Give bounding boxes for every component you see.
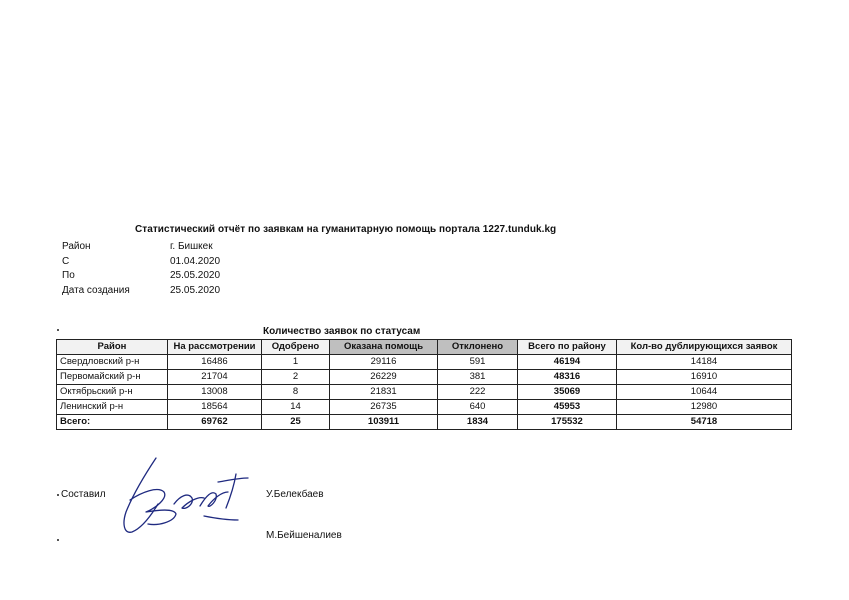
header-total-district: Всего по району (518, 340, 617, 355)
header-helped: Оказана помощь (330, 340, 438, 355)
cell-total-district: 35069 (518, 385, 617, 400)
cell-duplicates: 12980 (617, 400, 792, 415)
cell-under-review: 16486 (168, 355, 262, 370)
meta-value-created: 25.05.2020 (170, 285, 221, 296)
table-row (57, 400, 792, 415)
meta-label-to: По (62, 270, 75, 281)
meta-value-to: 25.05.2020 (170, 270, 221, 281)
meta-label-created: Дата создания (62, 285, 130, 296)
cell-helped: 26229 (330, 370, 438, 385)
cell-duplicates: 14184 (617, 355, 792, 370)
cell-rejected: 222 (438, 385, 518, 400)
compiled-by-label: Составил (61, 489, 106, 500)
cell-helped: 29116 (330, 355, 438, 370)
cell-helped: 26735 (330, 400, 438, 415)
total-approved: 25 (262, 415, 330, 430)
report-title: Статистический отчёт по заявкам на гуманитарную помощь портала 1227.tunduk.kg (135, 224, 557, 235)
meta-value-district: г. Бишкек (170, 241, 213, 252)
total-rejected: 1834 (438, 415, 518, 430)
cell-approved: 2 (262, 370, 330, 385)
cell-under-review: 18564 (168, 400, 262, 415)
scan-mark (57, 329, 59, 331)
header-rejected: Отклонено (438, 340, 518, 355)
cell-under-review: 21704 (168, 370, 262, 385)
cell-district: Октябрьский р-н (57, 385, 168, 400)
meta-label-from: С (62, 256, 70, 267)
signatory-name-2: М.Бейшеналиев (266, 530, 342, 541)
scan-mark (57, 539, 59, 541)
cell-approved: 1 (262, 355, 330, 370)
cell-rejected: 640 (438, 400, 518, 415)
cell-helped: 21831 (330, 385, 438, 400)
table-row (57, 370, 792, 385)
cell-rejected: 381 (438, 370, 518, 385)
cell-total-district: 45953 (518, 400, 617, 415)
total-duplicates: 54718 (617, 415, 792, 430)
scan-mark (57, 494, 59, 496)
total-helped: 103911 (330, 415, 438, 430)
cell-duplicates: 10644 (617, 385, 792, 400)
cell-approved: 14 (262, 400, 330, 415)
cell-district: Свердловский р-н (57, 355, 168, 370)
cell-duplicates: 16910 (617, 370, 792, 385)
table-total-row (57, 415, 792, 430)
header-approved: Одобрено (262, 340, 330, 355)
total-all: 175532 (518, 415, 617, 430)
header-under-review: На рассмотрении (168, 340, 262, 355)
cell-approved: 8 (262, 385, 330, 400)
meta-value-from: 01.04.2020 (170, 256, 221, 267)
total-label: Всего: (57, 415, 168, 430)
cell-district: Первомайский р-н (57, 370, 168, 385)
table-row (57, 355, 792, 370)
table-row (57, 385, 792, 400)
header-duplicates: Кол-во дублирующихся заявок (617, 340, 792, 355)
table-header-row (57, 340, 792, 355)
cell-under-review: 13008 (168, 385, 262, 400)
cell-total-district: 48316 (518, 370, 617, 385)
signatory-name-1: У.Белекбаев (266, 489, 324, 500)
header-district: Район (57, 340, 168, 355)
handwritten-signature (118, 452, 278, 542)
cell-district: Ленинский р-н (57, 400, 168, 415)
cell-total-district: 46194 (518, 355, 617, 370)
cell-rejected: 591 (438, 355, 518, 370)
meta-label-district: Район (62, 241, 91, 252)
status-table (56, 339, 792, 430)
total-under-review: 69762 (168, 415, 262, 430)
table-caption: Количество заявок по статусам (263, 326, 421, 337)
